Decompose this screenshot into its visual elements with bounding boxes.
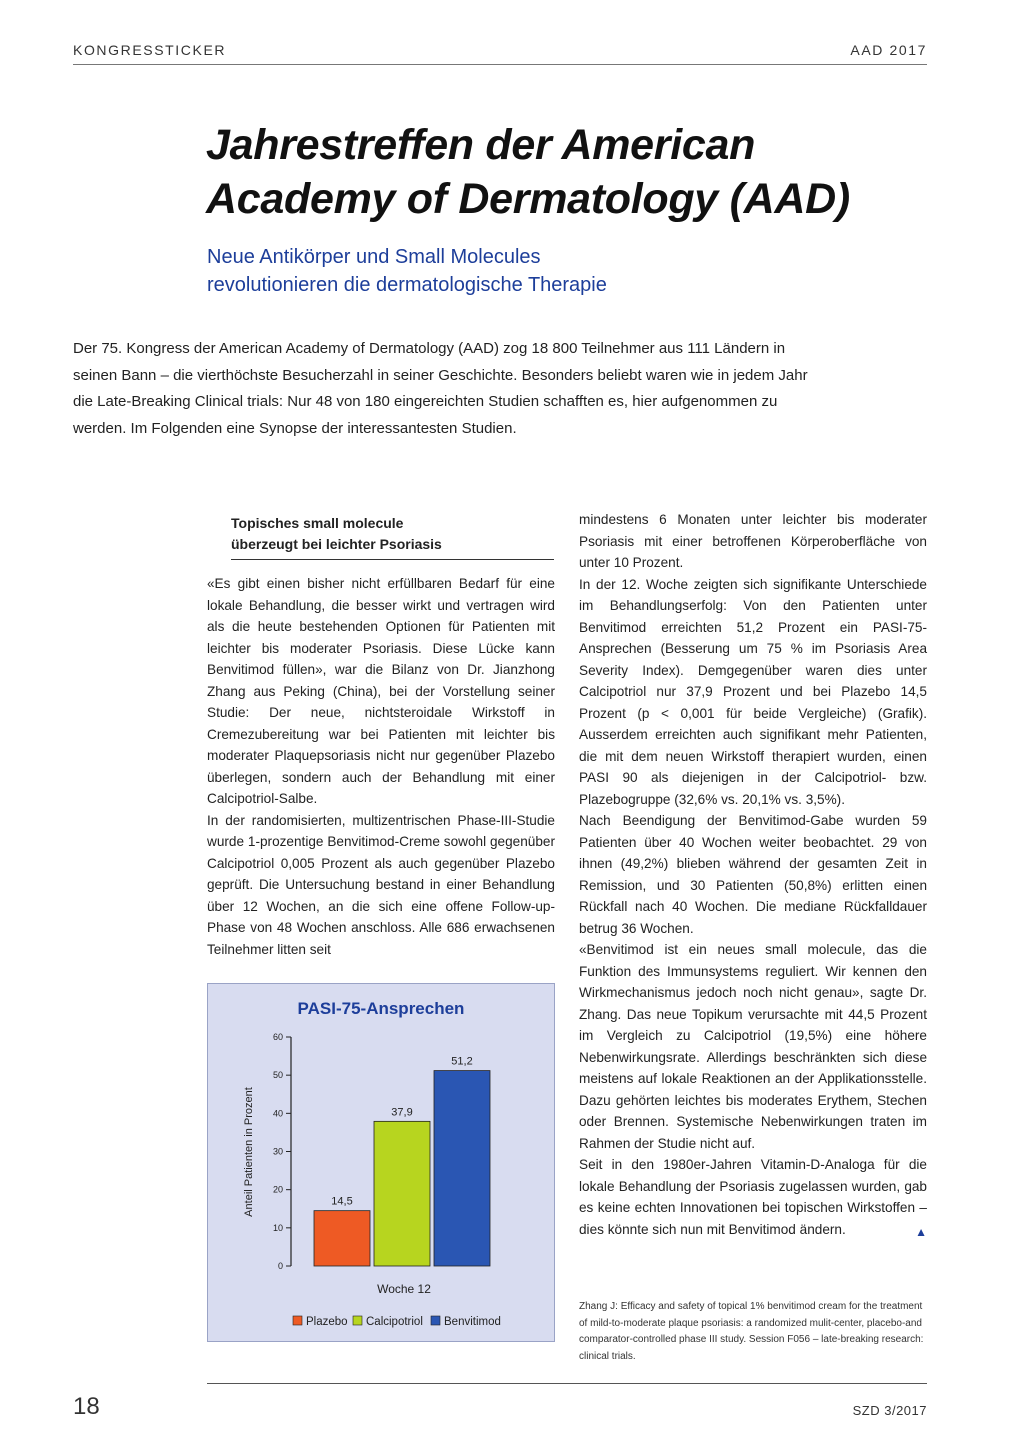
running-header [73, 38, 927, 65]
legend-swatch [293, 1316, 302, 1325]
body-paragraph: In der 12. Woche zeigten sich signifikante Unterschiede im Behandlungserfolg: Von den Patienten unter Benvitimod erreichten 51,2 Prozent ein PASI-75-Ansprechen (Besserung um 75 % im Psoriasis Area Severity Index). Demgegenüber waren dies unter Calcipotriol nur 37,9 Prozent und bei Plazebo 14,5 Prozent (p < 0,001 für beide Vergleiche) (Grafik). Ausserdem erreichten auch signifikant mehr Patienten, die mit dem neuen Wirkstoff therapiert wurden, einen PASI 90 als diejenigen in der Calcipotriol- bzw. Plazebogruppe (32,6% vs. 20,1% vs. 3,5%). [579, 576, 927, 807]
body-paragraph: Nach Beendigung der Benvitimod-Gabe wurden 59 Patienten über 40 Wochen weiter beobachtet. 29 von ihnen (49,2%) blieben während der gesamten Zeit in Remission, und 30 Patienten (50,8%) erlitten einen Rückfall nach 40 Wochen. Die mediane Rückfalldauer betrug 36 Wochen. [579, 813, 927, 936]
y-tick-label: 50 [272, 1070, 283, 1081]
y-tick-label: 40 [272, 1108, 283, 1119]
body-paragraph: In der randomisierten, multizentrischen Phase-III-Studie wurde 1-prozentige Benvitimod-Creme sowohl gegenüber Calcipotriol 0,005 Prozent als auch gegenüber Plazebo geprüft. Die Untersuchung bestand in einer Behandlung über 12 Wochen, an die sich eine offene Follow-up-Phase von 48 Wochen anschloss. Alle 686 erwachsenen Teilnehmer litten seit [207, 812, 555, 957]
legend-swatch [431, 1316, 440, 1325]
footer-divider [207, 1383, 927, 1384]
data-label: 14,5 [331, 1195, 353, 1208]
y-axis-label: Anteil Patienten in Prozent [243, 1087, 255, 1217]
body-paragraph: «Es gibt einen bisher nicht erfüllbaren Bedarf für eine lokale Behandlung, die besser wirkt und vertragen wird als die heute bestehenden Optionen für Patienten mit leichter bis moderater Psoriasis. Diese Lücke kann Benvitimod füllen», war die Bilanz von Dr. Jianzhong Zhang aus Peking (China), bei der Vorstellung seiner Studie: Der neue, nichtsteroidale Wirkstoff in Cremezubereitung war bei Patienten mit leichter bis moderater Plaquepsoriasis nicht nur gegenüber Plazebo überlegen, sondern auch der Behandlung mit einer Calcipotriol-Salbe. [207, 576, 555, 806]
section-heading-line-2: überzeugt bei leichter Psoriasis [231, 536, 442, 552]
y-tick-label: 30 [272, 1146, 283, 1157]
lead-paragraph [73, 336, 903, 442]
lead-line: die Late-Breaking Clinical trials: Nur 48 von 180 eingereichten Studien schafften es, hier aufgenommen zu [73, 393, 778, 410]
section-heading [231, 513, 554, 560]
lead-line: seinen Bann – die vierthöchste Besucherzahl in seiner Geschichte. Besonders beliebt waren wie in jedem Jahr [73, 366, 808, 384]
subtitle-line-1: Neue Antikörper und Small Molecules [207, 246, 541, 268]
pasi-bar-chart [208, 984, 554, 1341]
data-label: 37,9 [391, 1106, 413, 1119]
header-section-label: KONGRESSTICKER [73, 42, 227, 58]
article-subtitle [207, 243, 907, 299]
section-heading-line-1: Topisches small molecule [231, 515, 404, 531]
right-column [579, 509, 927, 1243]
title-line-2: Academy of Dermatology (AAD) [206, 175, 850, 223]
page-number: 18 [73, 1393, 100, 1420]
bar-benvitimod [434, 1071, 490, 1266]
y-tick-label: 60 [272, 1032, 283, 1042]
legend-label: Benvitimod [444, 1316, 501, 1328]
subtitle-line-2: revolutionieren die dermatologische Therapie [207, 274, 607, 296]
legend-label: Plazebo [306, 1316, 348, 1328]
article-title [206, 118, 966, 226]
bar-plazebo [314, 1211, 370, 1266]
issue-label: SZD 3/2017 [852, 1403, 927, 1418]
reference-note: Zhang J: Efficacy and safety of topical 1% benvitimod cream for the treatment of mild-to-moderate plaque psoriasis: a randomized mulit-center, placebo-and comparator-controlled phase III study. Session F056 – late-breaking research: clinical trials. [579, 1301, 924, 1362]
legend-label: Calcipotriol [366, 1316, 423, 1328]
legend-swatch [353, 1316, 362, 1325]
x-axis-label: Woche 12 [377, 1282, 431, 1296]
left-column [207, 573, 555, 960]
chart-title: PASI-75-Ansprechen [297, 999, 465, 1018]
data-label: 51,2 [451, 1055, 473, 1068]
body-paragraph: mindestens 6 Monaten unter leichter bis moderater Psoriasis mit einer betroffenen Körperoberfläche von unter 10 Prozent. [579, 512, 927, 570]
end-of-article-icon: ▲ [915, 1224, 927, 1239]
chart-panel [207, 983, 555, 1342]
lead-line: Der 75. Kongress der American Academy of Dermatology (AAD) zog 18 800 Teilnehmer aus 111 Ländern in [73, 340, 786, 357]
title-line-1: Jahrestreffen der American [206, 121, 756, 169]
header-event-label: AAD 2017 [850, 42, 927, 58]
body-paragraph-text: Seit in den 1980er-Jahren Vitamin-D-Analoga für die lokale Behandlung der Psoriasis zugelassen wurden, gab es keine echten Innovationen bei topischen Wirkstoffen – dies könnte sich nun mit Benvitimod ändern. [579, 1157, 927, 1237]
lead-line: werden. Im Folgenden eine Synopse der interessantesten Studien. [73, 419, 517, 437]
y-tick-label: 0 [277, 1261, 283, 1271]
bar-calcipotriol [374, 1121, 430, 1266]
body-paragraph: «Benvitimod ist ein neues small molecule, das die Funktion des Immunsystems reguliert. Wir kennen den Wirkmechanismus jedoch noch nicht genau», sagte Dr. Zhang. Das neue Topikum verursachte mit 44,5 Prozent im Vergleich zu Calcipotriol (19,5%) eine höhere Nebenwirkungsrate. Allerdings beschränkten sich diese meistens auf lokale Reaktionen an der Applikationsstelle. Dazu gehörten leichtes bis moderates Erythem, Stechen oder Brennen. Systemische Nebenwirkungen traten im Rahmen der Studie nicht auf. [579, 942, 927, 1151]
y-tick-label: 10 [272, 1222, 283, 1233]
body-paragraph [579, 1154, 927, 1240]
y-tick-label: 20 [272, 1184, 283, 1195]
